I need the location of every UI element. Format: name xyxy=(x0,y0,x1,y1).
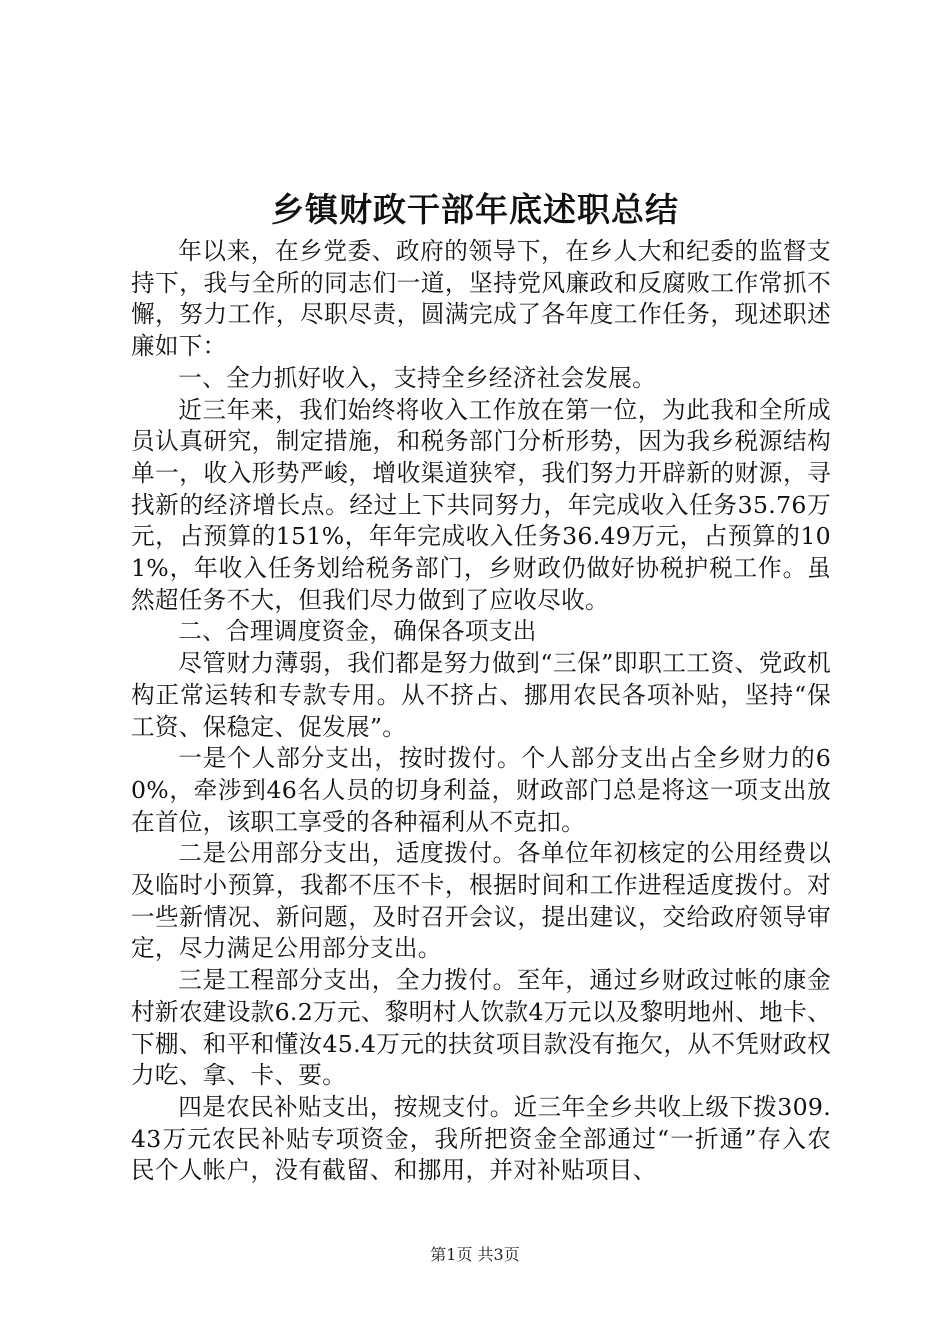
section-heading-2: 二、合理调度资金，确保各项支出 xyxy=(178,617,537,646)
paragraph-intro: 年以来，在乡党委、政府的领导下，在乡人大和纪委的监督支持下，我与全所的同志们一道，坚持党风廉政和反腐败工作常抓不懈，努力工作，尽职尽责，圆满完成了各年度工作任务，现述职述廉如下： xyxy=(131,237,831,361)
paragraph-subsidy-expense: 四是农民补贴支出，按规支付。近三年全乡共收上级下拨309.43万元农民补贴专项资金，我所把资金全部通过“一折通”存入农民个人帐户，没有截留、和挪用，并对补贴项目、 xyxy=(131,1092,831,1185)
paragraph-personal-expense: 一是个人部分支出，按时拨付。个人部分支出占全乡财力的60%，牵涉到46名人员的切身利益，财政部门总是将这一项支出放在首位，该职工享受的各种福利从不克扣。 xyxy=(131,744,831,836)
paragraph-public-expense: 二是公用部分支出，适度拨付。各单位年初核定的公用经费以及临时小预算，我都不压不卡，根据时间和工作进程适度拨付。对一些新情况、新问题，及时召开会议，提出建议，交给政府领导审定，尽力满足公用部分支出。 xyxy=(131,839,831,963)
page-number: 第1页 共3页 xyxy=(430,1245,520,1264)
section-heading-1: 一、全力抓好收入，支持全乡经济社会发展。 xyxy=(178,363,657,392)
paragraph-funding: 尽管财力薄弱，我们都是努力做到“三保”即职工工资、党政机构正常运转和专款专用。从不挤占、挪用农民各项补贴，坚持“保工资、保稳定、促发展”。 xyxy=(131,649,831,741)
paragraph-project-expense: 三是工程部分支出，全力拨付。至年，通过乡财政过帐的康金村新农建设款6.2万元、黎明村人饮款4万元以及黎明地州、地卡、下棚、和平和懂汝45.4万元的扶贫项目款没有拖欠，从不凭财政权力吃、拿、卡、要。 xyxy=(131,966,831,1090)
paragraph-revenue: 近三年来，我们始终将收入工作放在第一位，为此我和全所成员认真研究，制定措施，和税务部门分析形势，因为我乡税源结构单一，收入形势严峻，增收渠道狭窄，我们努力开辟新的财源，寻找新的经济增长点。经过上下共同努力，年完成收入任务35.76万元，占预算的151%，年年完成收入任务36.49万元，占预算的101%，年收入任务划给税务部门，乡财政仍做好协税护税工作。虽然超任务不大，但我们尽力做到了应收尽收。 xyxy=(131,395,831,614)
document-title: 乡镇财政干部年底述职总结 xyxy=(271,190,679,229)
document-body xyxy=(131,236,831,1187)
